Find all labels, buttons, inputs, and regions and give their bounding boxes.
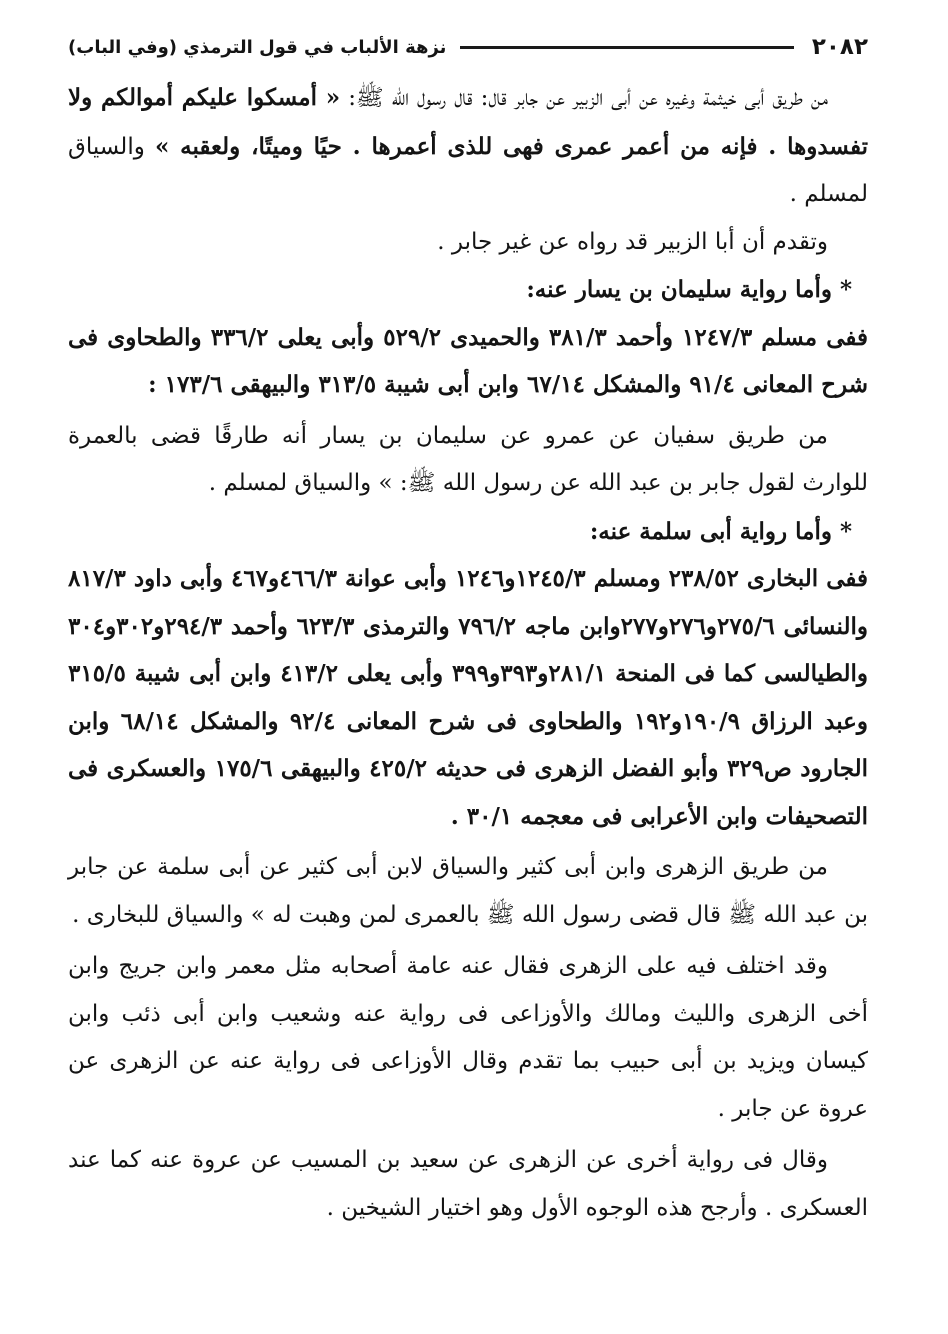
paragraph: وتقدم أن أبا الزبير قد رواه عن غير جابر . (437, 228, 828, 255)
paragraph: من طريق سفيان عن عمرو عن سليمان بن يسار أنه طارقًا قضى بالعمرة للوارث لقول جابر بن عبد الله عن رسول الله ﷺ: » والسياق لمسلم . (68, 422, 868, 496)
paragraph: وقد اختلف فيه على الزهرى فقال عنه عامة أصحابه مثل معمر وابن جريج وابن أخى الزهرى والليث ومالك والأوزاعى فى رواية عنه وشعيب وابن أبى ذئب وابن كيسان ويزيد بن أبى حبيب بما تقدم وقال الأوزاعى فى رواية عنه عن الزهرى عن عروة عن جابر . (68, 953, 868, 1122)
paragraph: وقال فى رواية أخرى عن الزهرى عن سعيد بن المسيب عن عروة عنه كما عند العسكرى . وأرجح هذه الوجوه الأول وهو اختيار الشيخين . (68, 1147, 868, 1221)
hadith-quote: « أمسكوا عليكم أموالكم ولا تفسدوها . فإنه من أعمر عمرى فهى للذى أعمرها . حيًا وميتًا، ولعقبه » (68, 84, 868, 160)
running-title: نزهة الألباب في قول الترمذي (وفي الباب) (68, 36, 447, 58)
header-rule (460, 46, 793, 49)
paragraph-text: من طريق أبى خيثمة وغيره عن أبى الزبير عن جابر قال: قال رسول الله ﷺ: (340, 85, 828, 111)
section-heading: * وأما رواية سليمان بن يسار عنه: (526, 276, 852, 303)
page-body (68, 74, 868, 1232)
page-number: ٢٠٨٢ (811, 34, 868, 60)
paragraph: من طريق الزهرى وابن أبى كثير والسياق لابن أبى كثير عن أبى سلمة عن جابر بن عبد الله ﷺ قال قضى رسول الله ﷺ بالعمرى لمن وهبت له » والسياق للبخارى . (68, 854, 868, 928)
paragraph (68, 74, 868, 219)
section-heading: * وأما رواية أبى سلمة عنه: (589, 517, 852, 545)
paragraph: ففى مسلم ١٢٤٧/٣ وأحمد ٣٨١/٣ والحميدى ٥٢٩/٢ وأبى يعلى ٣٣٦/٢ والطحاوى فى شرح المعانى ٩١/٤ والمشكل ٦٧/١٤ وابن أبى شيبة ٣١٣/٥ والبيهقى ١٧٣/٦ : (68, 323, 868, 398)
paragraph: ففى البخارى ٢٣٨/٥٢ ومسلم ١٢٤٥/٣و١٢٤٦ وأبى عوانة ٤٦٦/٣و٤٦٧ وأبى داود ٨١٧/٣ والنسائى ٢٧٥/٦و٢٧٦و٢٧٧وابن ماجه ٧٩٦/٢ والترمذى ٦٢٣/٣ وأحمد ٢٩٤/٣و٣٠٢و٣٠٤ والطيالسى كما فى المنحة ٢٨١/١و٣٩٣و٣٩٩ وأبى يعلى ٤١٣/٢ وابن أبى شيبة ٣١٥/٥ وعبد الرزاق ١٩٠/٩و١٩٢ والطحاوى فى شرح المعانى ٩٢/٤ والمشكل ٦٨/١٤ وابن الجارود ص٣٢٩ وأبو الفضل الزهرى فى حديثه ٤٢٥/٢ والبيهقى ١٧٥/٦ والعسكرى فى التصحيفات وابن الأعرابى فى معجمه ٣٠/١ . (68, 565, 869, 830)
paragraph-text: والسياق لمسلم . (68, 133, 868, 207)
book-page (68, 30, 868, 1310)
page-header (68, 30, 868, 64)
